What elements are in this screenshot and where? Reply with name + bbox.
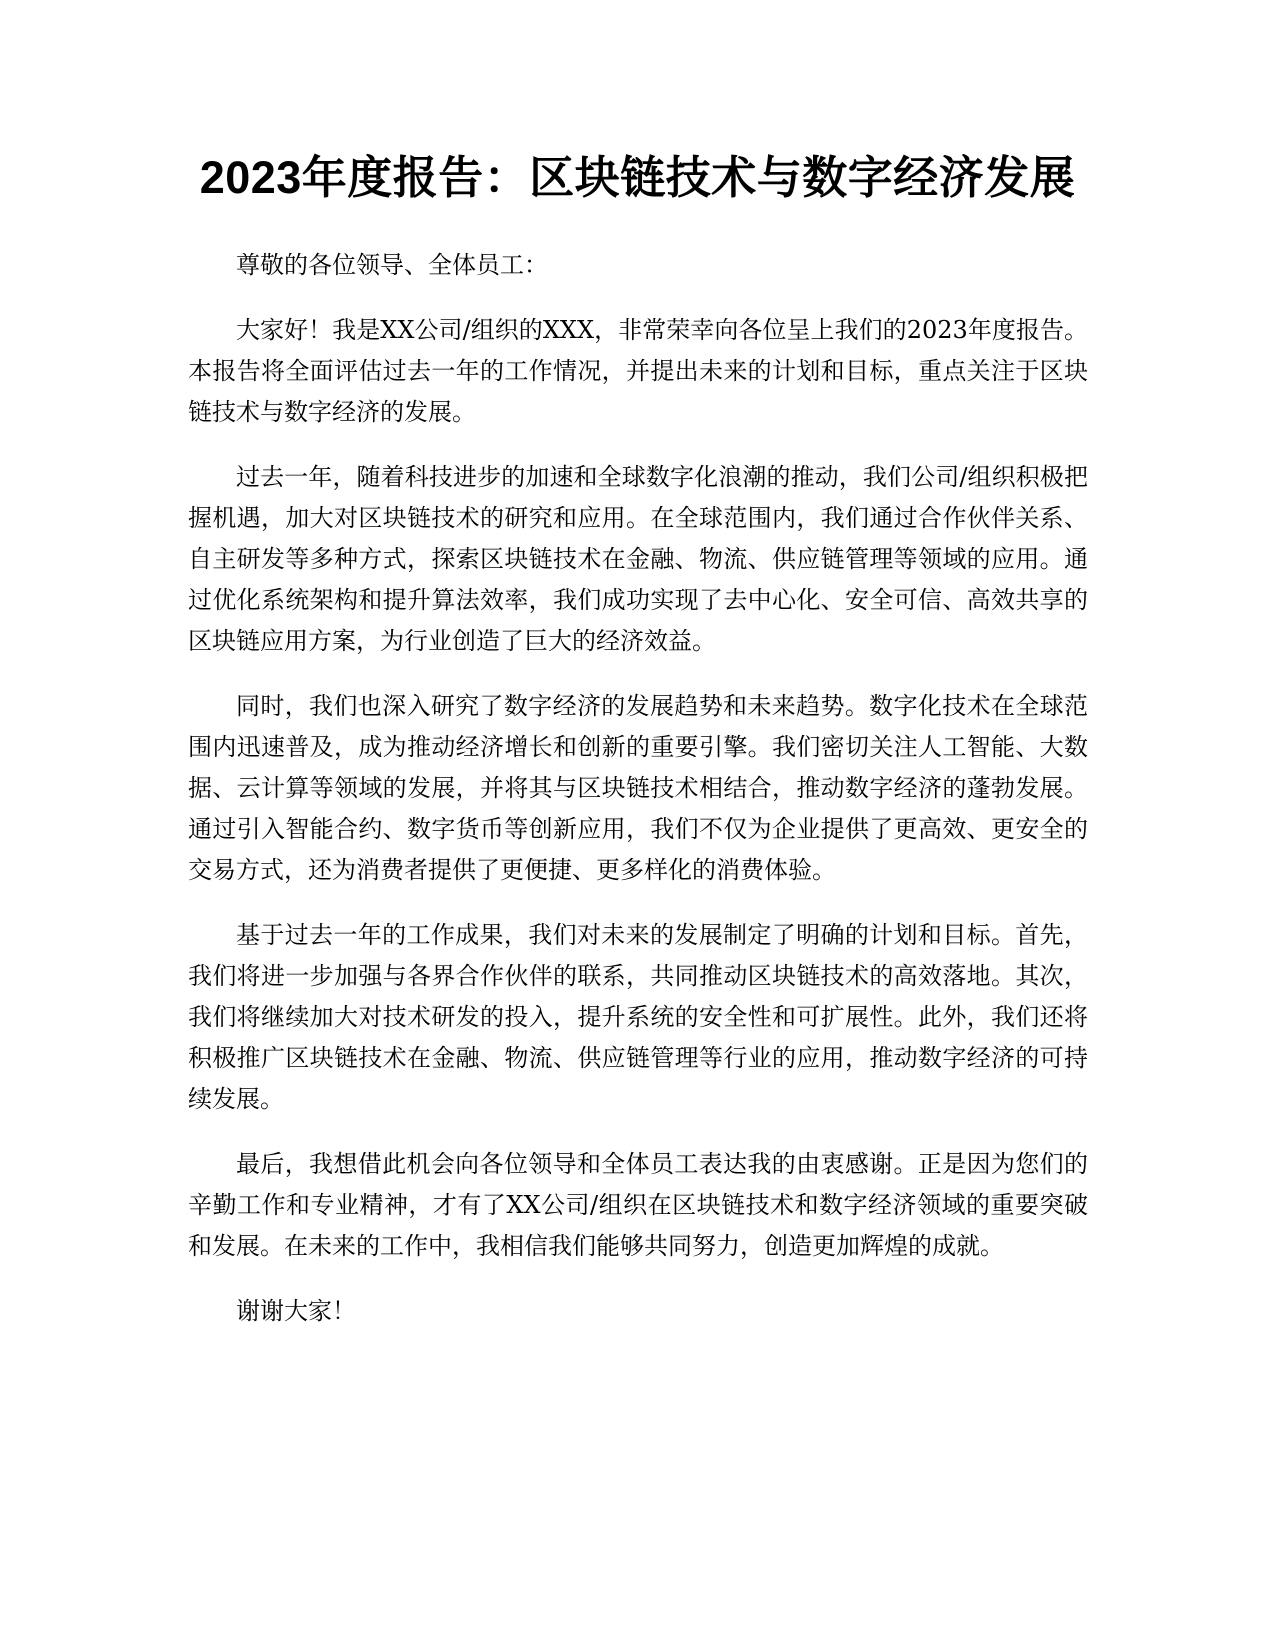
- greeting-paragraph: 大家好！我是XX公司/组织的XXX，非常荣幸向各位呈上我们的2023年度报告。本报告将全面评估过去一年的工作情况，并提出未来的计划和目标，重点关注于区块链技术与数字经济的发展。: [188, 316, 1088, 426]
- acknowledgement-paragraph: 最后，我想借此机会向各位领导和全体员工表达我的由衷感谢。正是因为您们的辛勤工作和专业精神，才有了XX公司/组织在区块链技术和数字经济领域的重要突破和发展。在未来的工作中，我相信我们能够共同努力，创造更加辉煌的成就。: [188, 1150, 1088, 1260]
- salutation-paragraph: 尊敬的各位领导、全体员工：: [236, 251, 548, 279]
- digital-economy-paragraph: 同时，我们也深入研究了数字经济的发展趋势和未来趋势。数字化技术在全球范围内迅速普及，成为推动经济增长和创新的重要引擎。我们密切关注人工智能、大数据、云计算等领域的发展，并将其与区块链技术相结合，推动数字经济的蓬勃发展。通过引入智能合约、数字货币等创新应用，我们不仅为企业提供了更高效、更安全的交易方式，还为消费者提供了更便捷、更多样化的消费体验。: [188, 692, 1088, 884]
- document-body: [188, 245, 1088, 1356]
- closing-paragraph: 谢谢大家！: [236, 1297, 356, 1325]
- blockchain-review-paragraph: 过去一年，随着科技进步的加速和全球数字化浪潮的推动，我们公司/组织积极把握机遇，加大对区块链技术的研究和应用。在全球范围内，我们通过合作伙伴关系、自主研发等多种方式，探索区块链技术在金融、物流、供应链管理等领域的应用。通过优化系统架构和提升算法效率，我们成功实现了去中心化、安全可信、高效共享的区块链应用方案，为行业创造了巨大的经济效益。: [188, 463, 1088, 655]
- page-title: 2023年度报告：区块链技术与数字经济发展: [199, 152, 1076, 203]
- future-plans-paragraph: 基于过去一年的工作成果，我们对未来的发展制定了明确的计划和目标。首先，我们将进一步加强与各界合作伙伴的联系，共同推动区块链技术的高效落地。其次，我们将继续加大对技术研发的投入，提升系统的安全性和可扩展性。此外，我们还将积极推广区块链技术在金融、物流、供应链管理等行业的应用，推动数字经济的可持续发展。: [188, 921, 1088, 1113]
